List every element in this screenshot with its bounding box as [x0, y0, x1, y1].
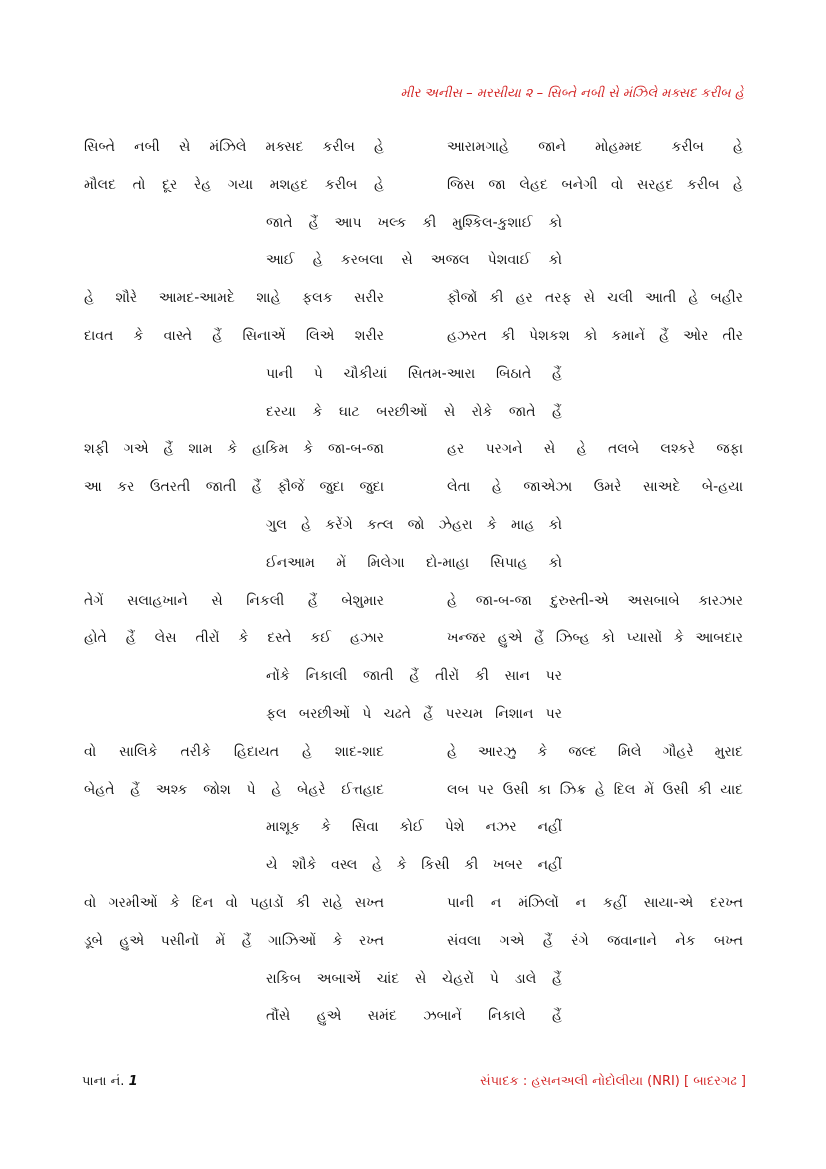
verse-line-center: ગુલ હે કરેંગે કત્લ જો ઝેહરા કે માહ કો [266, 517, 562, 533]
verse-line-left: આ કર ઉતરતી જાતી હૈં ફૌજેં જુદા જુદા [84, 479, 384, 495]
verse-line-center: ફલ બરછીઓં પે ચઢતે હૈં પરચમ નિશાન પર [266, 706, 562, 722]
verse-line-left: તેગેં સલાહખાને સે નિકલી હૈં બેશુમાર [84, 593, 384, 609]
verse-line-right: પાની ન મંઝિલોં ન કહીં સાયા-એ દરખ્ત [447, 895, 743, 911]
verse-line-center: જાતે હૈં આપ ખલ્ક કી મુશ્કિલ-કુશાઈ કો [266, 215, 562, 231]
page-number: 1 [128, 1074, 138, 1089]
verse-line-center: માશૂક કે સિવા કોઈ પેશે નઝર નહીં [266, 819, 562, 835]
page-label: પાના નં. [82, 1074, 125, 1089]
verse-line-left: બેહતે હૈં અશ્ક જોશ પે હે બેહરે ઈત્તહાદ [84, 782, 384, 798]
verse-line-right: ખન્જર હુએ હૈં ઝિબ્હ કો પ્યાસોં કે આબદાર [447, 630, 743, 646]
verse-line-right: લબ પર ઉસી કા ઝિક્ર હે દિલ મેં ઉસી કી યાદ [447, 782, 743, 798]
verse-line-center: ઈનઆમ મેં મિલેગા દો-માહા સિપાહ કો [266, 555, 562, 571]
verse-line-right: જિસ જા લેહદ બનેગી વો સરહદ કરીબ હે [447, 177, 743, 193]
verse-line-right: હે જા-બ-જા દુરુસ્તી-એ અસબાબે કારઝાર [447, 593, 743, 609]
verse-line-left: વો સાલિકે તરીકે હિદાયત હે શાદ-શાદ [84, 744, 384, 760]
verse-line-center: રાકિબ અબાએં ચાંદ સે ચેહરોં પે ડાલે હૈં [266, 971, 562, 987]
verse-line-right: આરામગાહે જાને મોહમ્મદ કરીબ હે [447, 139, 743, 155]
verse-line-center: તૌંસે હુએ સમંદ ઝબાનેં નિકાલે હૈં [266, 1008, 562, 1024]
verse-line-right: લેતા હે જાએઝા ઉમરે સાઅદે બે-હયા [447, 479, 743, 495]
editor-credit: સંપાદક : હસનઅલી નોદોલીયા (NRI) [ બાદરગઢ ] [480, 1074, 746, 1089]
verse-line-left: હોતે હૈં લેસ તીરોં કે દસ્તે કઈ હઝાર [84, 630, 384, 646]
verse-line-left: શફી ગએ હૈં શામ કે હાકિમ કે જા-બ-જા [84, 441, 384, 457]
verse-line-center: યે શૌકે વસ્લ હે કે કિસી કી ખબર નહીં [266, 857, 562, 873]
verse-line-center: દરયા કે ઘાટ બરછીઓં સે રોકે જાતે હૈં [266, 404, 562, 420]
verse-line-center: આઈ હે કરબલા સે અજલ પેશવાઈ કો [266, 252, 562, 268]
verse-line-center: નોંકે નિકાલી જાતી હૈં તીરોં કી સાન પર [266, 668, 562, 684]
verse-line-left: વો ગરમીઓં કે દિન વો પહાડોં કી રાહે સખ્ત [84, 895, 384, 911]
verse-line-left: ડૂબે હુએ પસીનોં મેં હૈં ગાઝિઓં કે રખ્ત [84, 933, 384, 949]
page-number-label [82, 1074, 138, 1089]
verse-line-right: હર પરગને સે હે તલબે લશ્કરે જફા [447, 441, 743, 457]
verse-line-left: હે શૌરે આમદ-આમદે શાહે ફલક સરીર [84, 290, 384, 306]
verse-line-left: દાવત કે વાસ્તે હૈં સિનાએં લિએ શરીર [84, 328, 384, 344]
verse-line-center: પાની પે ચૌકીયાં સિતમ-આરા બિઠાતે હૈં [266, 366, 562, 382]
verse-line-right: હે આરઝુ કે જલ્દ મિલે ગૌહરે મુરાદ [447, 744, 743, 760]
verse-line-left: સિબ્તે નબી સે મંઝિલે મક્સદ કરીબ હે [84, 139, 384, 155]
verse-line-left: મૌલદ તો દૂર રેહ ગયા મશહદ કરીબ હે [84, 177, 384, 193]
document-header: મીર અનીસ – મરસીયા ૨ – સિબ્તે નબી સે મંઝિલે મક્સદ કરીબ હે [400, 86, 744, 101]
verse-line-right: ફૌજોં કી હર તરફ સે ચલી આતી હે બહીર [447, 290, 743, 306]
verse-line-right: સંવલા ગએ હૈં રંગે જવાનાને નેક બખ્ત [447, 933, 743, 949]
verse-line-right: હઝરત કી પેશકશ કો કમાનેં હૈં ઓર તીર [447, 328, 743, 344]
